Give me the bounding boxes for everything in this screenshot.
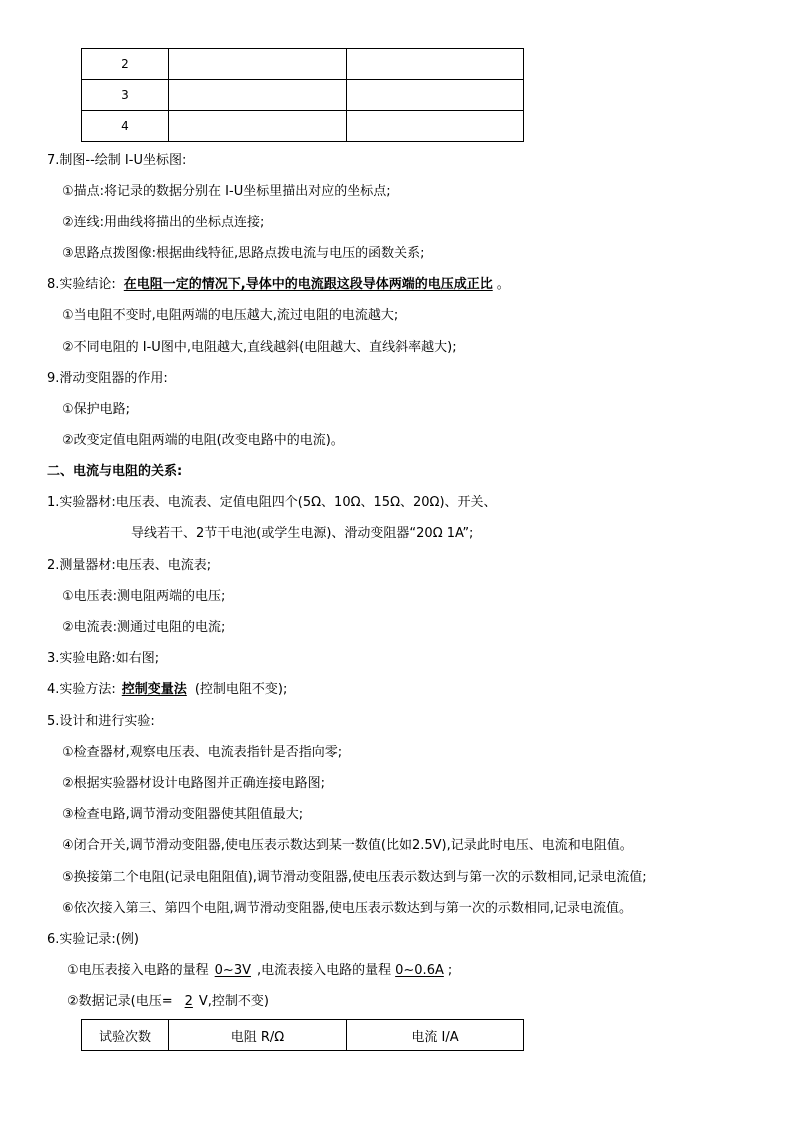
section-7-item-b: ②连线:用曲线将描出的坐标点连接; [62, 215, 265, 230]
section-7-title: 7.制图--绘制 I-U坐标图: [47, 153, 187, 168]
resistance-cell [169, 111, 347, 142]
section-9-title: 9.滑动变阻器的作用: [47, 371, 168, 386]
measuring-tools-item-a: ①电压表:测电阻两端的电压; [62, 589, 226, 604]
section-8-prefix: 8.实验结论: [47, 277, 116, 292]
resistance-cell [169, 49, 347, 80]
voltmeter-range: 0~3V [214, 963, 251, 978]
range-prefix: ①电压表接入电路的量程 [67, 963, 209, 978]
section-8-item-b: ②不同电阻的 I-U图中,电阻越大,直线越斜(电阻越大、直线斜率越大); [62, 340, 457, 355]
design-item-d: ④闭合开关,调节滑动变阻器,使电压表示数达到某一数值(比如2.5V),记录此时电压、电流和电阻值。 [62, 838, 633, 853]
voltage-value: 2 [184, 994, 193, 1009]
header-current: 电流 I/A [347, 1020, 524, 1051]
method-answer: 控制变量法 [121, 682, 187, 697]
header-resistance: 电阻 R/Ω [169, 1020, 347, 1051]
table-row [82, 80, 524, 111]
current-cell [347, 111, 524, 142]
section-8-item-a: ①当电阻不变时,电阻两端的电压越大,流过电阻的电流越大; [62, 308, 399, 323]
conclusion-answer: 在电阻一定的情况下,导体中的电流跟这段导体两端的电压成正比 [123, 277, 493, 292]
method-prefix: 4.实验方法: [47, 682, 116, 697]
part-2-heading: 二、电流与电阻的关系: [47, 464, 183, 479]
data-record-line [67, 994, 269, 1010]
table-header-row [82, 1020, 524, 1051]
circuit-title: 3.实验电路:如右图; [47, 651, 160, 666]
header-trial-count: 试验次数 [82, 1020, 169, 1051]
table-row [82, 111, 524, 142]
section-7-item-a: ①描点:将记录的数据分别在 I-U坐标里描出对应的坐标点; [62, 184, 391, 199]
design-title: 5.设计和进行实验: [47, 714, 155, 729]
trial-number-cell: 4 [82, 111, 169, 142]
measuring-tools-item-b: ②电流表:测通过电阻的电流; [62, 620, 226, 635]
method-line [47, 682, 287, 698]
data-table-bottom [81, 1019, 524, 1051]
equipment-line-2: 导线若干、2节干电池(或学生电源)、滑动变阻器“20Ω 1A”; [131, 526, 474, 541]
method-suffix: (控制电阻不变); [194, 682, 288, 697]
current-cell [347, 49, 524, 80]
trial-number-cell: 2 [82, 49, 169, 80]
design-item-e: ⑤换接第二个电阻(记录电阻阻值),调节滑动变阻器,使电压表示数达到与第一次的示数相同,记录电流值; [62, 870, 647, 885]
design-item-b: ②根据实验器材设计电路图并正确连接电路图; [62, 776, 326, 791]
equipment-line-1: 1.实验器材:电压表、电流表、定值电阻四个(5Ω、10Ω、15Ω、20Ω)、开关、 [47, 495, 497, 510]
design-item-a: ①检查器材,观察电压表、电流表指针是否指向零; [62, 745, 343, 760]
range-line [67, 963, 452, 979]
current-cell [347, 80, 524, 111]
measuring-tools-title: 2.测量器材:电压表、电流表; [47, 558, 212, 573]
design-item-c: ③检查电路,调节滑动变阻器使其阻值最大; [62, 807, 304, 822]
data-table-top [81, 48, 524, 142]
resistance-cell [169, 80, 347, 111]
ammeter-range: 0~0.6A [395, 963, 444, 978]
range-mid: ,电流表接入电路的量程 [256, 963, 392, 978]
section-9-item-b: ②改变定值电阻两端的电阻(改变电路中的电流)。 [62, 433, 344, 448]
data-record-suffix: V,控制不变) [198, 994, 270, 1009]
record-title: 6.实验记录:(例) [47, 932, 139, 947]
data-record-prefix: ②数据记录(电压= [67, 994, 173, 1009]
trial-number-cell: 3 [82, 80, 169, 111]
table-row [82, 49, 524, 80]
section-9-item-a: ①保护电路; [62, 402, 131, 417]
section-7-item-c: ③思路点拨图像:根据曲线特征,思路点拨电流与电压的函数关系; [62, 246, 425, 261]
range-suffix: ; [447, 963, 453, 978]
section-8-conclusion [47, 277, 510, 293]
design-item-f: ⑥依次接入第三、第四个电阻,调节滑动变阻器,使电压表示数达到与第一次的示数相同,记录电流值。 [62, 901, 633, 916]
section-8-suffix: 。 [496, 277, 510, 292]
